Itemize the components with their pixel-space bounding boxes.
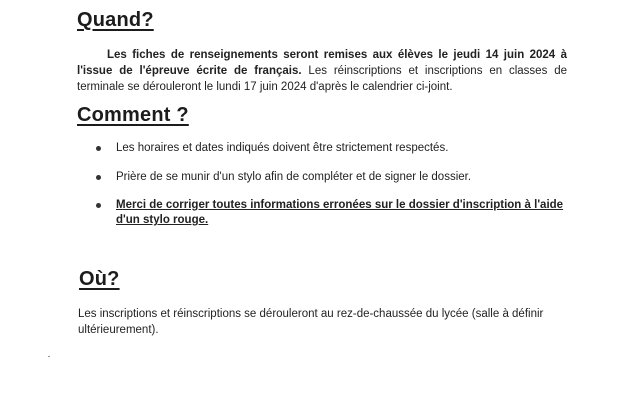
list-item-text: Les horaires et dates indiqués doivent être strictement respectés.	[116, 142, 449, 154]
bullet-icon	[96, 146, 101, 151]
list-item	[96, 141, 576, 156]
paragraph-quand	[77, 47, 567, 95]
list-item-text-emphasized: Merci de corriger toutes informations erronées sur le dossier d'inscription à l'aide d'un stylo rouge.	[116, 199, 564, 226]
heading-ou: Où?	[79, 268, 120, 290]
bullet-icon	[96, 175, 101, 180]
paragraph-quand-bold: Les fiches de renseignements seront remises aux élèves le jeudi 14 juin 2024 à l'issue de l'épreuve écrite de français.	[77, 49, 567, 77]
heading-comment: Comment ?	[77, 104, 189, 126]
list-item	[96, 198, 576, 228]
bullet-icon	[96, 203, 101, 208]
heading-quand: Quand?	[77, 9, 154, 31]
paragraph-quand-rest: Les réinscriptions et inscriptions en classes de terminale se dérouleront le lundi 17 juin 2024 d'après le calendrier ci-joint.	[77, 65, 567, 93]
list-item-text: Prière de se munir d'un stylo afin de compléter et de signer le dossier.	[116, 171, 472, 183]
list-item	[96, 170, 576, 185]
bullet-list-comment	[96, 141, 576, 228]
scan-speck	[48, 356, 50, 357]
paragraph-ou: Les inscriptions et réinscriptions se dérouleront au rez-de-chaussée du lycée (salle à définir ultérieurement).	[78, 308, 544, 336]
